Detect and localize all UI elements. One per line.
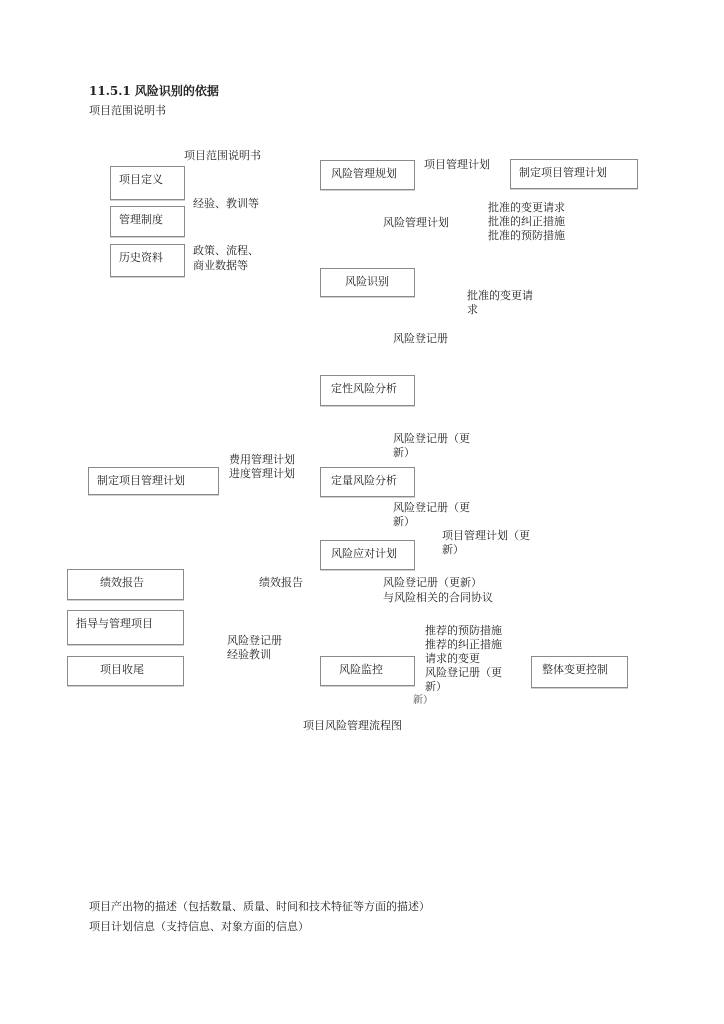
label-register-update-1-cont: 新） (393, 446, 415, 459)
label-risk-contracts: 与风险相关的合同协议 (383, 591, 493, 604)
label-stray-new: 新） (413, 695, 433, 706)
box-label: 绩效报告 (100, 576, 144, 589)
box-label: 项目定义 (119, 173, 163, 186)
label-register-update-2: 风险登记册（更 (393, 501, 470, 514)
note-experience: 经验、教训等 (193, 197, 259, 210)
label-risk-mgmt-plan: 风险管理计划 (383, 216, 449, 229)
footer-line-plan-info: 项目计划信息（支持信息、对象方面的信息） (89, 920, 309, 933)
box-label: 风险管理规划 (331, 167, 397, 180)
label-pm-plan: 项目管理计划 (424, 158, 490, 171)
box-label: 风险监控 (339, 663, 383, 676)
label-approved-change-request-cont: 求 (467, 303, 478, 316)
box-label: 风险识别 (345, 275, 389, 288)
label-pm-plan-update-cont: 新） (442, 543, 464, 556)
input-box-project-definition (110, 166, 185, 200)
label-approved-change-request: 批准的变更请 (467, 289, 533, 302)
box-label: 历史资料 (119, 251, 163, 264)
node-project-closure (67, 656, 184, 686)
box-label: 制定项目管理计划 (519, 166, 607, 179)
box-label: 项目收尾 (100, 663, 144, 676)
label-pm-plan-update: 项目管理计划（更 (442, 529, 530, 542)
box-label: 管理制度 (119, 213, 163, 226)
node-make-project-plan-top (510, 159, 638, 189)
label-register-update-2-cont: 新） (393, 515, 415, 528)
section-title: 11.5.1 风险识别的依据 (89, 84, 219, 98)
label-approved-change: 批准的变更请求 (488, 201, 565, 214)
diagram-caption: 项目风险管理流程图 (303, 719, 402, 732)
label-lessons-learned: 经验教训 (227, 648, 271, 661)
input-box-management-system (110, 206, 185, 237)
footer-line-deliverables: 项目产出物的描述（包括数量、质量、时间和技术特征等方面的描述） (89, 900, 430, 913)
label-recommended-preventive: 推荐的预防措施 (425, 624, 502, 637)
label-approved-corrective: 批准的纠正措施 (488, 215, 565, 228)
node-risk-response-plan (320, 540, 415, 570)
node-make-project-plan-left (88, 467, 219, 495)
label-register-update-1: 风险登记册（更 (393, 432, 470, 445)
input-box-history (110, 244, 185, 277)
box-label: 定性风险分析 (331, 382, 397, 395)
label-register-update-3: 风险登记册（更新） (383, 576, 482, 589)
label-register-update-4: 风险登记册（更 (425, 666, 502, 679)
label-approved-preventive: 批准的预防措施 (488, 229, 565, 242)
node-direct-manage-project (67, 610, 184, 645)
label-recommended-corrective: 推荐的纠正措施 (425, 638, 502, 651)
label-risk-register: 风险登记册 (393, 332, 448, 345)
node-quantitative-analysis (320, 467, 415, 497)
node-risk-identification (320, 268, 415, 297)
label-performance-report: 绩效报告 (259, 576, 303, 589)
node-qualitative-analysis (320, 375, 415, 406)
node-risk-monitoring (320, 656, 415, 686)
label-requested-change: 请求的变更 (425, 652, 480, 665)
box-label: 整体变更控制 (542, 663, 608, 676)
box-label: 风险应对计划 (331, 547, 397, 560)
note-policy: 政策、流程、 (193, 244, 259, 257)
inputs-group-label: 项目范围说明书 (184, 149, 261, 162)
box-label: 指导与管理项目 (76, 617, 153, 630)
label-register-lessons: 风险登记册 (227, 634, 282, 647)
note-business-data: 商业数据等 (193, 259, 248, 272)
box-label: 制定项目管理计划 (97, 474, 185, 487)
intro-text: 项目范围说明书 (89, 104, 166, 117)
node-risk-planning (320, 160, 415, 190)
box-label: 定量风险分析 (331, 474, 397, 487)
label-register-update-4-cont: 新） (425, 680, 447, 693)
node-performance-report (67, 569, 184, 600)
label-schedule-plan: 进度管理计划 (229, 467, 295, 480)
label-cost-plan: 费用管理计划 (229, 453, 295, 466)
node-integrated-change-control (531, 656, 628, 688)
